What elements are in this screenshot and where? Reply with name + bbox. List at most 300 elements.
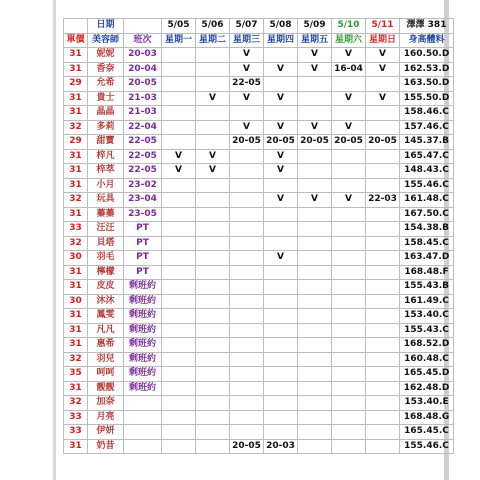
table-row — [64, 425, 454, 440]
row-day-cell — [264, 280, 298, 295]
row-body-data: 155.43.B — [400, 280, 454, 295]
table-row — [64, 135, 454, 150]
row-day-cell — [196, 222, 230, 237]
row-day-cell — [162, 222, 196, 237]
row-price: 30 — [64, 251, 88, 266]
row-price: 32 — [64, 193, 88, 208]
row-body-data: 163.50.D — [400, 77, 454, 92]
row-day-cell: V — [298, 48, 332, 63]
row-day-cell — [264, 381, 298, 396]
row-day-cell: 22-03 — [366, 193, 400, 208]
header-price-label: 單價 — [64, 33, 88, 48]
row-day-cell — [298, 265, 332, 280]
row-day-cell: V — [298, 193, 332, 208]
header-cell — [124, 19, 162, 34]
table-row — [64, 91, 454, 106]
row-day-cell: 20-05 — [366, 135, 400, 150]
row-day-cell — [298, 323, 332, 338]
row-day-cell — [230, 149, 264, 164]
row-shift: 20-03 — [124, 48, 162, 63]
row-day-cell — [366, 309, 400, 324]
row-day-cell — [298, 207, 332, 222]
row-day-cell — [332, 309, 366, 324]
row-day-cell — [162, 309, 196, 324]
row-day-cell — [230, 193, 264, 208]
row-stylist-name: 月亮 — [88, 410, 124, 425]
row-day-cell — [162, 338, 196, 353]
row-day-cell — [196, 178, 230, 193]
row-price: 31 — [64, 309, 88, 324]
row-shift: 23-05 — [124, 207, 162, 222]
row-day-cell — [366, 381, 400, 396]
row-day-cell — [366, 77, 400, 92]
row-day-cell — [196, 77, 230, 92]
row-day-cell — [298, 251, 332, 266]
row-day-cell — [230, 178, 264, 193]
row-stylist-name: 惠希 — [88, 338, 124, 353]
row-body-data: 154.38.B — [400, 222, 454, 237]
row-day-cell — [366, 367, 400, 382]
row-body-data: 168.48.G — [400, 410, 454, 425]
row-day-cell — [264, 352, 298, 367]
row-day-cell — [230, 294, 264, 309]
row-day-cell — [366, 178, 400, 193]
row-body-data: 153.40.E — [400, 396, 454, 411]
row-day-cell — [162, 367, 196, 382]
row-day-cell — [162, 265, 196, 280]
row-stylist-name: 檸檬 — [88, 265, 124, 280]
row-shift: 剩班約 — [124, 280, 162, 295]
row-day-cell — [162, 280, 196, 295]
row-body-data: 160.50.D — [400, 48, 454, 63]
row-day-cell: V — [332, 120, 366, 135]
row-day-cell — [196, 62, 230, 77]
row-day-cell: V — [196, 91, 230, 106]
row-day-cell — [332, 207, 366, 222]
table-row — [64, 48, 454, 63]
row-day-cell — [196, 135, 230, 150]
row-stylist-name: 羽毛 — [88, 251, 124, 266]
row-day-cell: V — [366, 48, 400, 63]
row-stylist-name: 甜寶 — [88, 135, 124, 150]
row-day-cell — [162, 396, 196, 411]
row-shift: 剩班約 — [124, 367, 162, 382]
row-day-cell — [298, 280, 332, 295]
row-day-cell: V — [162, 164, 196, 179]
row-stylist-name: 多莉 — [88, 120, 124, 135]
row-day-cell — [264, 309, 298, 324]
row-day-cell — [264, 367, 298, 382]
row-day-cell — [264, 338, 298, 353]
row-day-cell — [366, 294, 400, 309]
row-day-cell — [196, 338, 230, 353]
row-day-cell — [264, 323, 298, 338]
row-body-data: 160.48.C — [400, 352, 454, 367]
row-day-cell — [366, 236, 400, 251]
row-shift: 20-05 — [124, 77, 162, 92]
header-date-tue: 5/06 — [196, 19, 230, 34]
header-shift-label: 班次 — [124, 33, 162, 48]
header-date-sun: 5/11 — [366, 19, 400, 34]
row-day-cell — [366, 251, 400, 266]
row-stylist-name: 梓萃 — [88, 164, 124, 179]
row-body-data: 158.45.C — [400, 236, 454, 251]
header-row-dates — [64, 19, 454, 34]
row-day-cell — [230, 367, 264, 382]
row-body-data: 162.48.D — [400, 381, 454, 396]
row-day-cell — [196, 396, 230, 411]
table-row — [64, 207, 454, 222]
table-row — [64, 106, 454, 121]
row-day-cell — [196, 367, 230, 382]
row-day-cell — [332, 439, 366, 454]
table-row — [64, 120, 454, 135]
row-day-cell — [298, 410, 332, 425]
row-shift: 剩班約 — [124, 323, 162, 338]
row-day-cell — [332, 367, 366, 382]
row-shift: 22-05 — [124, 164, 162, 179]
row-stylist-name: 靓靓 — [88, 381, 124, 396]
row-day-cell: V — [264, 193, 298, 208]
row-stylist-name: 加奈 — [88, 396, 124, 411]
row-day-cell — [332, 77, 366, 92]
header-weekday-thu: 星期四 — [264, 33, 298, 48]
row-day-cell — [230, 352, 264, 367]
row-day-cell: V — [230, 48, 264, 63]
row-day-cell — [230, 207, 264, 222]
row-day-cell — [366, 207, 400, 222]
row-day-cell — [162, 193, 196, 208]
row-stylist-name: 貝塔 — [88, 236, 124, 251]
header-date-sat: 5/10 — [332, 19, 366, 34]
row-price: 33 — [64, 425, 88, 440]
row-day-cell: V — [196, 164, 230, 179]
row-stylist-name: 羽兒 — [88, 352, 124, 367]
row-shift: 21-03 — [124, 106, 162, 121]
row-day-cell — [230, 280, 264, 295]
row-price: 31 — [64, 164, 88, 179]
row-day-cell — [366, 410, 400, 425]
row-body-data: 155.46.C — [400, 178, 454, 193]
table-row — [64, 367, 454, 382]
row-day-cell — [366, 280, 400, 295]
row-price: 32 — [64, 236, 88, 251]
row-day-cell: 20-05 — [230, 135, 264, 150]
row-body-data: 162.53.D — [400, 62, 454, 77]
row-day-cell — [332, 352, 366, 367]
row-day-cell — [298, 222, 332, 237]
row-day-cell: V — [264, 251, 298, 266]
row-day-cell — [264, 294, 298, 309]
row-day-cell — [298, 106, 332, 121]
header-weekday-mon: 星期一 — [162, 33, 196, 48]
row-day-cell — [366, 149, 400, 164]
row-day-cell — [162, 410, 196, 425]
row-stylist-name: 伊妍 — [88, 425, 124, 440]
row-day-cell — [298, 178, 332, 193]
table-row — [64, 323, 454, 338]
header-weekday-sun: 星期日 — [366, 33, 400, 48]
row-day-cell — [196, 280, 230, 295]
row-day-cell — [196, 294, 230, 309]
row-price: 31 — [64, 62, 88, 77]
row-day-cell — [298, 381, 332, 396]
header-owner: 澤澤 381 — [400, 19, 454, 34]
row-day-cell — [196, 48, 230, 63]
table-row — [64, 193, 454, 208]
row-body-data: 153.40.C — [400, 309, 454, 324]
table-row — [64, 62, 454, 77]
row-day-cell: V — [264, 149, 298, 164]
row-day-cell — [264, 222, 298, 237]
row-day-cell — [264, 236, 298, 251]
row-day-cell — [162, 106, 196, 121]
row-day-cell — [298, 77, 332, 92]
row-stylist-name: 凡凡 — [88, 323, 124, 338]
row-body-data: 158.46.C — [400, 106, 454, 121]
row-day-cell — [162, 135, 196, 150]
row-shift — [124, 410, 162, 425]
row-day-cell — [332, 338, 366, 353]
row-body-data: 168.48.F — [400, 265, 454, 280]
row-day-cell — [366, 425, 400, 440]
table-row — [64, 251, 454, 266]
row-day-cell — [332, 323, 366, 338]
row-body-data: 161.48.C — [400, 193, 454, 208]
row-stylist-name: 沐沐 — [88, 294, 124, 309]
header-stylist-label: 美容師 — [88, 33, 124, 48]
row-day-cell — [298, 338, 332, 353]
row-price: 30 — [64, 294, 88, 309]
row-day-cell — [196, 425, 230, 440]
row-day-cell: V — [230, 120, 264, 135]
row-day-cell — [298, 367, 332, 382]
row-shift — [124, 396, 162, 411]
row-day-cell — [366, 265, 400, 280]
row-day-cell: 20-05 — [230, 439, 264, 454]
row-price: 31 — [64, 381, 88, 396]
row-stylist-name: 貴士 — [88, 91, 124, 106]
table-row — [64, 338, 454, 353]
schedule-table — [63, 18, 454, 454]
row-day-cell — [366, 396, 400, 411]
row-stylist-name: 香奈 — [88, 62, 124, 77]
table-row — [64, 396, 454, 411]
table-row — [64, 236, 454, 251]
row-day-cell — [264, 425, 298, 440]
row-stylist-name: 皮皮 — [88, 280, 124, 295]
row-day-cell — [332, 164, 366, 179]
row-day-cell — [162, 251, 196, 266]
row-day-cell — [196, 323, 230, 338]
row-day-cell — [162, 77, 196, 92]
row-day-cell — [366, 120, 400, 135]
row-day-cell — [332, 251, 366, 266]
row-shift: 剩班約 — [124, 338, 162, 353]
header-weekday-sat: 星期六 — [332, 33, 366, 48]
row-day-cell: 20-05 — [332, 135, 366, 150]
row-day-cell: 22-05 — [230, 77, 264, 92]
row-day-cell: 20-05 — [264, 135, 298, 150]
row-day-cell — [162, 120, 196, 135]
row-body-data: 155.50.D — [400, 91, 454, 106]
row-day-cell: V — [332, 91, 366, 106]
row-day-cell — [230, 425, 264, 440]
row-body-data: 161.49.C — [400, 294, 454, 309]
row-day-cell — [366, 338, 400, 353]
row-day-cell — [196, 410, 230, 425]
row-day-cell — [196, 106, 230, 121]
row-day-cell — [230, 323, 264, 338]
row-day-cell — [264, 410, 298, 425]
row-day-cell — [332, 178, 366, 193]
schedule-body — [64, 19, 454, 454]
row-day-cell — [162, 439, 196, 454]
row-day-cell — [298, 149, 332, 164]
row-stylist-name: 奶昔 — [88, 439, 124, 454]
row-price: 29 — [64, 77, 88, 92]
row-day-cell — [264, 207, 298, 222]
row-day-cell: V — [332, 193, 366, 208]
row-shift: 剩班約 — [124, 294, 162, 309]
row-day-cell: V — [230, 62, 264, 77]
row-day-cell — [162, 207, 196, 222]
row-price: 31 — [64, 439, 88, 454]
row-day-cell — [366, 352, 400, 367]
row-day-cell — [162, 425, 196, 440]
row-body-data: 157.46.C — [400, 120, 454, 135]
row-day-cell — [162, 48, 196, 63]
row-day-cell — [264, 265, 298, 280]
row-day-cell — [230, 251, 264, 266]
row-day-cell — [298, 352, 332, 367]
row-price: 31 — [64, 106, 88, 121]
table-row — [64, 222, 454, 237]
table-row — [64, 280, 454, 295]
row-body-data: 165.45.C — [400, 425, 454, 440]
table-row — [64, 439, 454, 454]
header-date-wed: 5/07 — [230, 19, 264, 34]
row-day-cell — [230, 396, 264, 411]
header-row-labels — [64, 33, 454, 48]
row-day-cell — [196, 439, 230, 454]
row-body-data: 155.43.C — [400, 323, 454, 338]
row-day-cell — [298, 439, 332, 454]
row-day-cell — [366, 323, 400, 338]
row-day-cell — [332, 294, 366, 309]
row-day-cell — [366, 222, 400, 237]
row-price: 35 — [64, 367, 88, 382]
row-day-cell — [298, 236, 332, 251]
row-day-cell: 16-04 — [332, 62, 366, 77]
row-day-cell — [298, 91, 332, 106]
table-row — [64, 294, 454, 309]
row-price: 32 — [64, 396, 88, 411]
header-date-mon: 5/05 — [162, 19, 196, 34]
row-day-cell — [230, 381, 264, 396]
row-day-cell — [298, 294, 332, 309]
row-day-cell — [230, 164, 264, 179]
row-day-cell: V — [264, 91, 298, 106]
row-day-cell — [366, 164, 400, 179]
row-day-cell — [230, 222, 264, 237]
row-day-cell: V — [264, 62, 298, 77]
header-weekday-tue: 星期二 — [196, 33, 230, 48]
row-price: 29 — [64, 135, 88, 150]
row-day-cell — [162, 381, 196, 396]
row-price: 31 — [64, 280, 88, 295]
row-day-cell: V — [298, 62, 332, 77]
row-day-cell — [298, 425, 332, 440]
row-day-cell — [162, 352, 196, 367]
row-stylist-name: 呵呵 — [88, 367, 124, 382]
row-day-cell — [196, 381, 230, 396]
table-row — [64, 381, 454, 396]
row-body-data: 148.43.C — [400, 164, 454, 179]
row-day-cell: V — [298, 120, 332, 135]
row-day-cell — [196, 309, 230, 324]
row-day-cell — [196, 265, 230, 280]
row-stylist-name: 妮妮 — [88, 48, 124, 63]
row-day-cell — [264, 77, 298, 92]
row-body-data: 163.47.D — [400, 251, 454, 266]
row-day-cell — [230, 265, 264, 280]
row-stylist-name: 晶晶 — [88, 106, 124, 121]
row-shift: 23-04 — [124, 193, 162, 208]
row-body-data: 167.50.C — [400, 207, 454, 222]
row-price: 31 — [64, 178, 88, 193]
row-day-cell — [332, 425, 366, 440]
row-day-cell — [230, 410, 264, 425]
row-price: 31 — [64, 207, 88, 222]
row-body-data: 165.45.D — [400, 367, 454, 382]
row-price: 31 — [64, 265, 88, 280]
row-day-cell — [332, 381, 366, 396]
row-body-data: 145.37.B — [400, 135, 454, 150]
row-shift: 22-04 — [124, 120, 162, 135]
row-shift: 剩班約 — [124, 352, 162, 367]
row-price: 31 — [64, 48, 88, 63]
row-day-cell — [162, 323, 196, 338]
row-day-cell: V — [196, 149, 230, 164]
table-row — [64, 352, 454, 367]
row-price: 33 — [64, 410, 88, 425]
header-date-fri: 5/09 — [298, 19, 332, 34]
header-date-label: 日期 — [88, 19, 124, 34]
row-day-cell: V — [332, 48, 366, 63]
table-row — [64, 164, 454, 179]
row-shift: 23-02 — [124, 178, 162, 193]
row-shift: PT — [124, 265, 162, 280]
row-price: 31 — [64, 323, 88, 338]
row-day-cell — [332, 410, 366, 425]
row-body-data: 168.52.D — [400, 338, 454, 353]
row-day-cell: V — [264, 120, 298, 135]
table-row — [64, 265, 454, 280]
row-price: 33 — [64, 222, 88, 237]
row-shift: PT — [124, 222, 162, 237]
row-day-cell: 20-03 — [264, 439, 298, 454]
row-day-cell — [230, 106, 264, 121]
row-day-cell — [230, 338, 264, 353]
row-day-cell — [332, 265, 366, 280]
row-body-data: 165.47.C — [400, 149, 454, 164]
row-day-cell: 20-05 — [298, 135, 332, 150]
table-row — [64, 410, 454, 425]
row-day-cell — [230, 309, 264, 324]
row-day-cell — [298, 164, 332, 179]
row-day-cell: V — [162, 149, 196, 164]
